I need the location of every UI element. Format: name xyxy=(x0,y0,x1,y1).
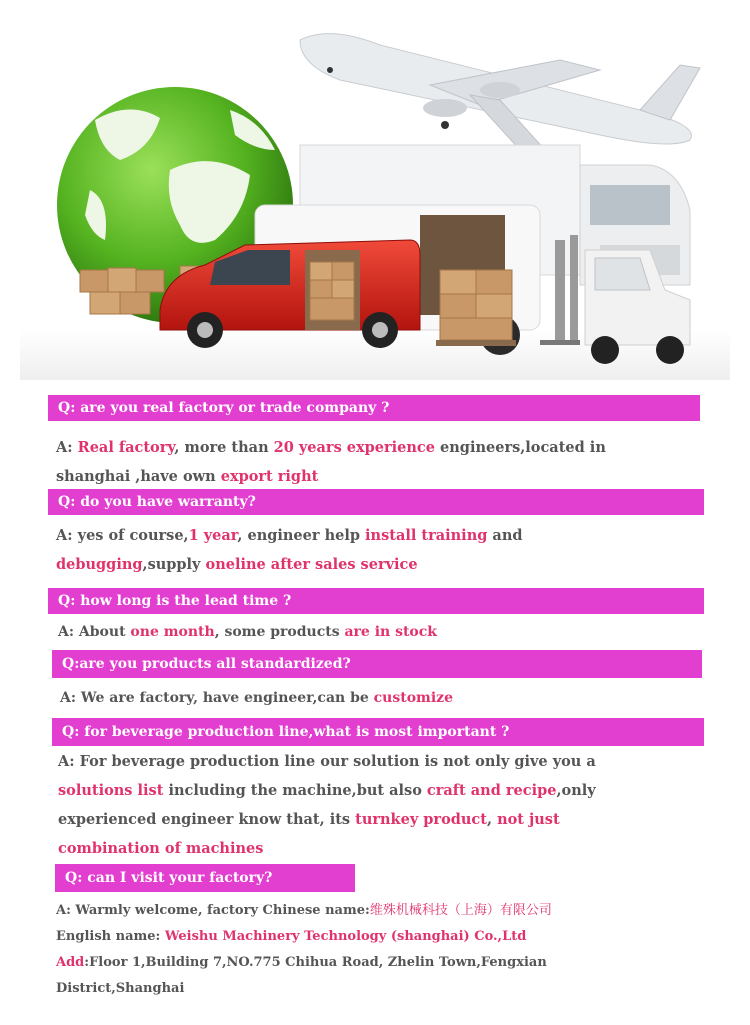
faq-answer-3: A: About one month, some products are in stock xyxy=(58,624,437,640)
faq-question-1: Q: are you real factory or trade company ? xyxy=(48,395,700,421)
faq-answer-4: A: We are factory, have engineer,can be customize xyxy=(60,690,454,706)
faq-answer-6: A: Warmly welcome, factory Chinese name:维殊机械科技（上海）有限公司 English name: Weishu Machinery Technology (shanghai) Co.,Ltd Add:Floor 1,Building 7,NO.775 Chihua Road, Zhelin Town,Fengxian District,Shanghai xyxy=(56,903,552,996)
hero-illustration xyxy=(0,0,750,385)
faq-question-5: Q: for beverage production line,what is most important ? xyxy=(52,718,704,746)
faq-answer-5: A: For beverage production line our solution is not only give you a solutions list including the machine,but also craft and recipe,only experienced engineer know that, its turnkey product, not just combination of machines xyxy=(58,753,596,857)
faq-question-2: Q: do you have warranty? xyxy=(48,489,704,515)
faq-question-6: Q: can I visit your factory? xyxy=(55,864,355,892)
boxes-icon xyxy=(436,270,516,346)
faq-question-4: Q:are you products all standardized? xyxy=(52,650,702,678)
faq-answer-2: A: yes of course,1 year, engineer help install training and debugging,supply oneline after sales service xyxy=(56,527,523,573)
faq-answer-1: A: Real factory, more than 20 years experience engineers,located in shanghai ,have own export right xyxy=(56,439,606,485)
faq-question-3: Q: how long is the lead time ? xyxy=(48,588,704,614)
